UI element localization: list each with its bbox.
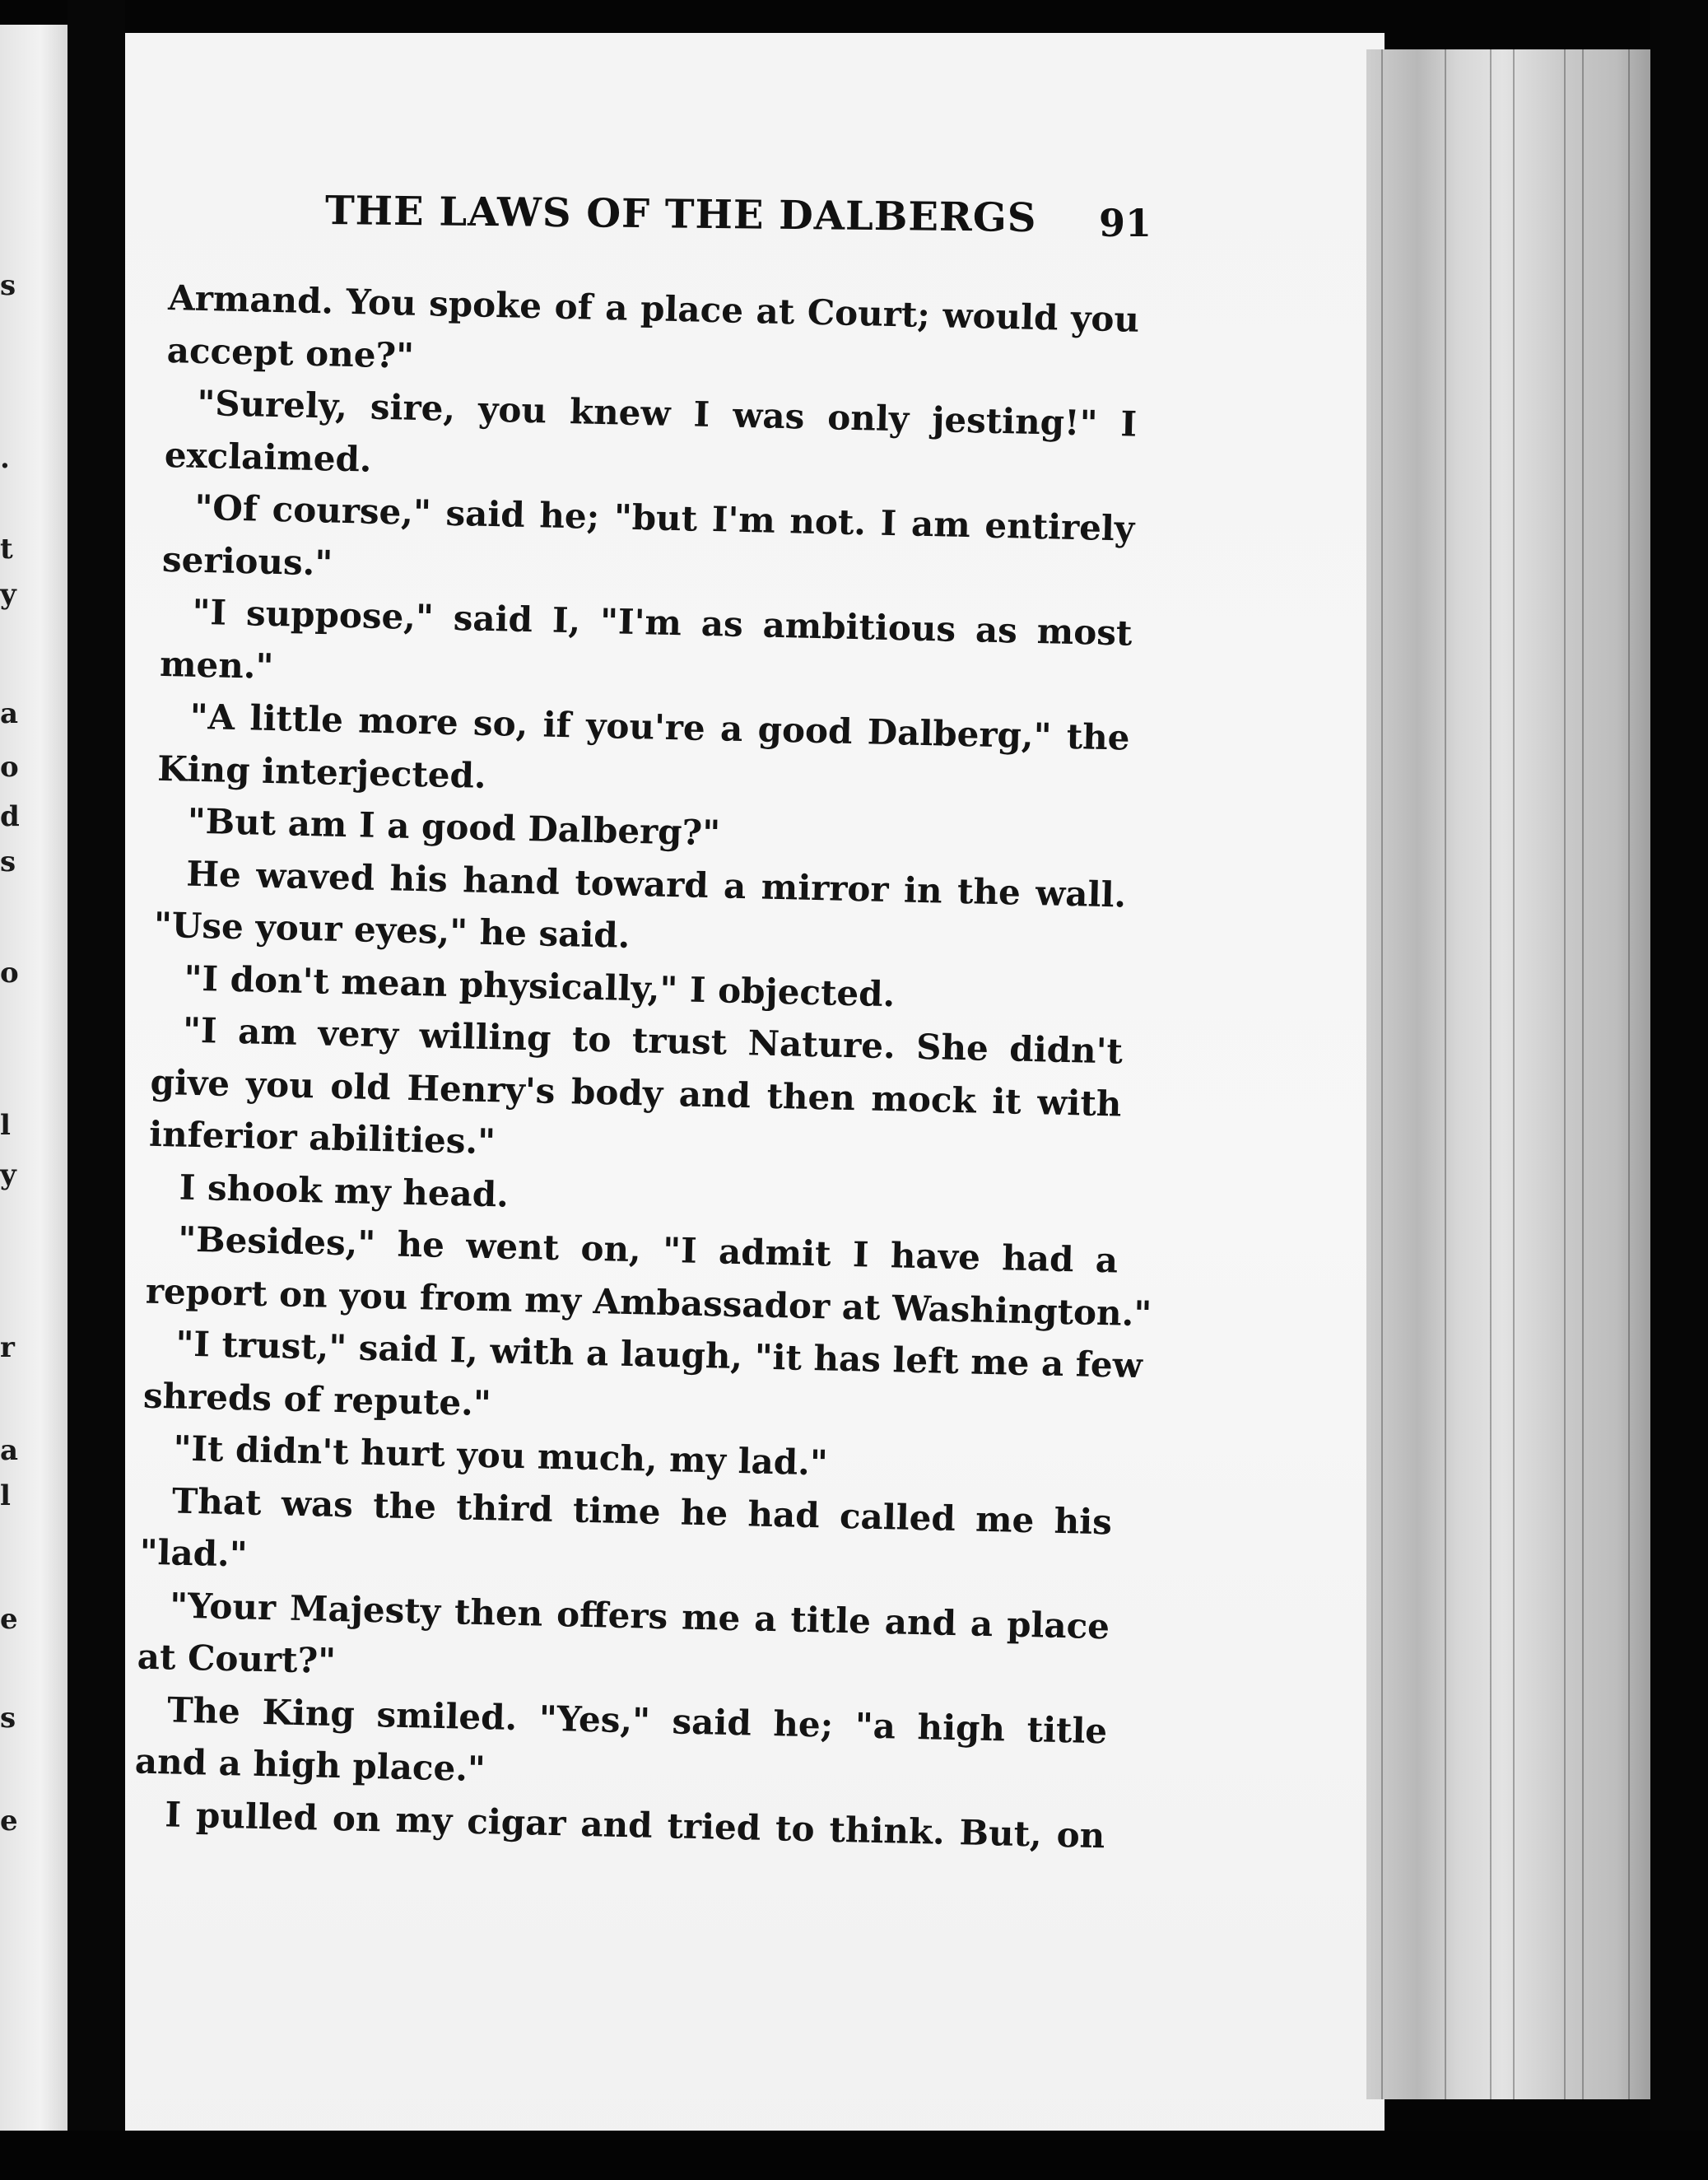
text-line: King interjected.	[156, 748, 487, 796]
text-line: shreds of repute."	[142, 1375, 492, 1423]
text-line: at Court?"	[137, 1636, 337, 1682]
text-line: He waved his hand toward a mirror in the wall.	[185, 853, 1127, 915]
text-line: exclaimed.	[164, 434, 373, 480]
facing-page-fragment: e	[0, 1805, 18, 1838]
text-line: "Use your eyes," he said.	[153, 904, 631, 956]
text-line: "I trust," said I, with a laugh, "it has left me a few	[175, 1323, 1143, 1386]
text-line: "It didn't hurt you much, my lad."	[173, 1428, 829, 1484]
body-text	[133, 272, 1152, 1861]
text-line: accept one?"	[166, 329, 415, 376]
facing-page-fragment: s	[0, 845, 16, 878]
text-line: I shook my head.	[179, 1167, 510, 1215]
text-line: "Of course," said he; "but I'm not. I am entirely	[193, 487, 1135, 549]
facing-page-fragment: a	[0, 697, 19, 730]
facing-page-fragment: a	[0, 1434, 19, 1467]
book-gutter	[67, 0, 125, 2180]
facing-page-fragment: d	[0, 800, 20, 833]
text-line: "I don't mean physically," I objected.	[183, 957, 896, 1014]
facing-page-fragment: e	[0, 1603, 18, 1636]
scan-background-right	[1650, 0, 1708, 2180]
text-line: Armand. You spoke of a place at Court; would you	[167, 277, 1140, 340]
text-line: "I suppose," said I, "I'm as ambitious as most	[192, 591, 1133, 654]
page-number: 91	[1099, 201, 1152, 245]
text-line: That was the third time he had called me his	[171, 1479, 1113, 1542]
text-line: "But am I a good Dalberg?"	[187, 800, 721, 854]
facing-page-fragment: y	[0, 578, 16, 611]
scan-background-bottom	[0, 2131, 1708, 2180]
facing-page-fragment: t	[0, 533, 13, 566]
facing-page-fragment: l	[0, 1109, 11, 1142]
text-line: give you old Henry's body and then mock it with	[150, 1061, 1122, 1125]
text-line: inferior abilities."	[148, 1113, 496, 1162]
text-line: The King smiled. "Yes," said he; "a high title	[166, 1689, 1108, 1751]
text-line: and a high place."	[134, 1740, 486, 1790]
facing-page-fragment: .	[0, 442, 10, 475]
running-head: THE LAWS OF THE DALBERGS	[324, 188, 1037, 242]
facing-page-fragment: s	[0, 269, 16, 302]
text-line: men."	[159, 643, 274, 687]
text-line: "lad."	[139, 1531, 249, 1575]
page-stack-edges	[1366, 49, 1650, 2099]
facing-page-fragment: l	[0, 1479, 11, 1512]
text-line: "Surely, sire, you knew I was only jesting!" I	[196, 382, 1138, 445]
text-line: "A little more so, if you're a good Dalberg," the	[189, 696, 1131, 758]
facing-page-fragment: r	[0, 1331, 15, 1364]
text-line: "I am very willing to trust Nature. She didn't	[182, 1009, 1124, 1072]
text-line: report on you from my Ambassador at Washington."	[145, 1270, 1152, 1334]
facing-page-fragment: o	[0, 957, 19, 990]
facing-page-fragment: o	[0, 751, 19, 784]
text-line: "Besides," he went on, "I admit I have had a	[177, 1218, 1119, 1281]
text-line: serious."	[161, 538, 333, 584]
text-line: I pulled on my cigar and tried to think. But, on	[164, 1793, 1105, 1856]
facing-page-fragment: y	[0, 1158, 16, 1191]
text-line: "Your Majesty then offers me a title and a place	[169, 1584, 1110, 1647]
facing-page-fragment: s	[0, 1702, 16, 1735]
